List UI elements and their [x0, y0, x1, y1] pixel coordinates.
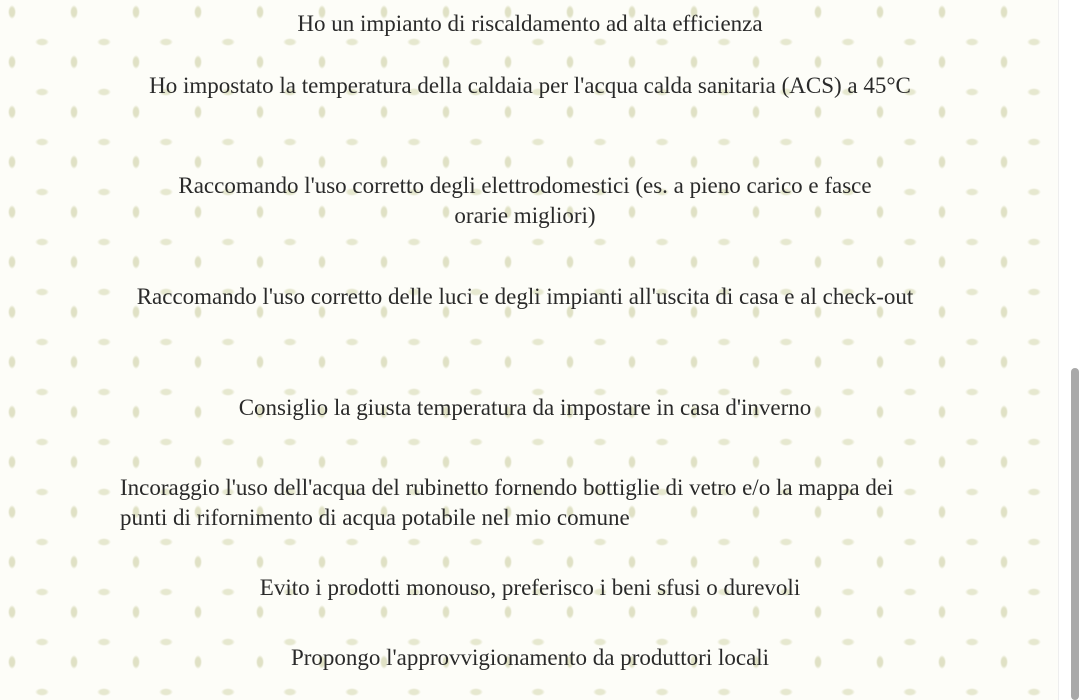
list-item: Incoraggio l'uso dell'acqua del rubinetto fornendo bottiglie di vetro e/o la mappa dei punti di rifornimento di acqua potabile nel mio comune — [120, 475, 894, 530]
list-item: Ho impostato la temperatura della caldaia per l'acqua calda sanitaria (ACS) a 45°C — [149, 73, 911, 98]
list-item: Evito i prodotti monouso, preferisco i beni sfusi o durevoli — [259, 575, 801, 600]
scrollbar-thumb[interactable] — [1071, 368, 1079, 700]
list-item: Propongo l'approvvigionamento da produttori locali — [290, 645, 770, 670]
vertical-scrollbar[interactable] — [1058, 0, 1080, 700]
list-item: Consiglio la giusta temperatura da impostare in casa d'inverno — [238, 395, 812, 420]
list-item: Ho un impianto di riscaldamento ad alta efficienza — [297, 11, 763, 36]
list-item: Raccomando l'uso corretto degli elettrodomestici (es. a pieno carico e fasce orarie migliori) — [178, 173, 872, 228]
list-item: Raccomando l'uso corretto delle luci e degli impianti all'uscita di casa e al check-out — [136, 284, 914, 309]
